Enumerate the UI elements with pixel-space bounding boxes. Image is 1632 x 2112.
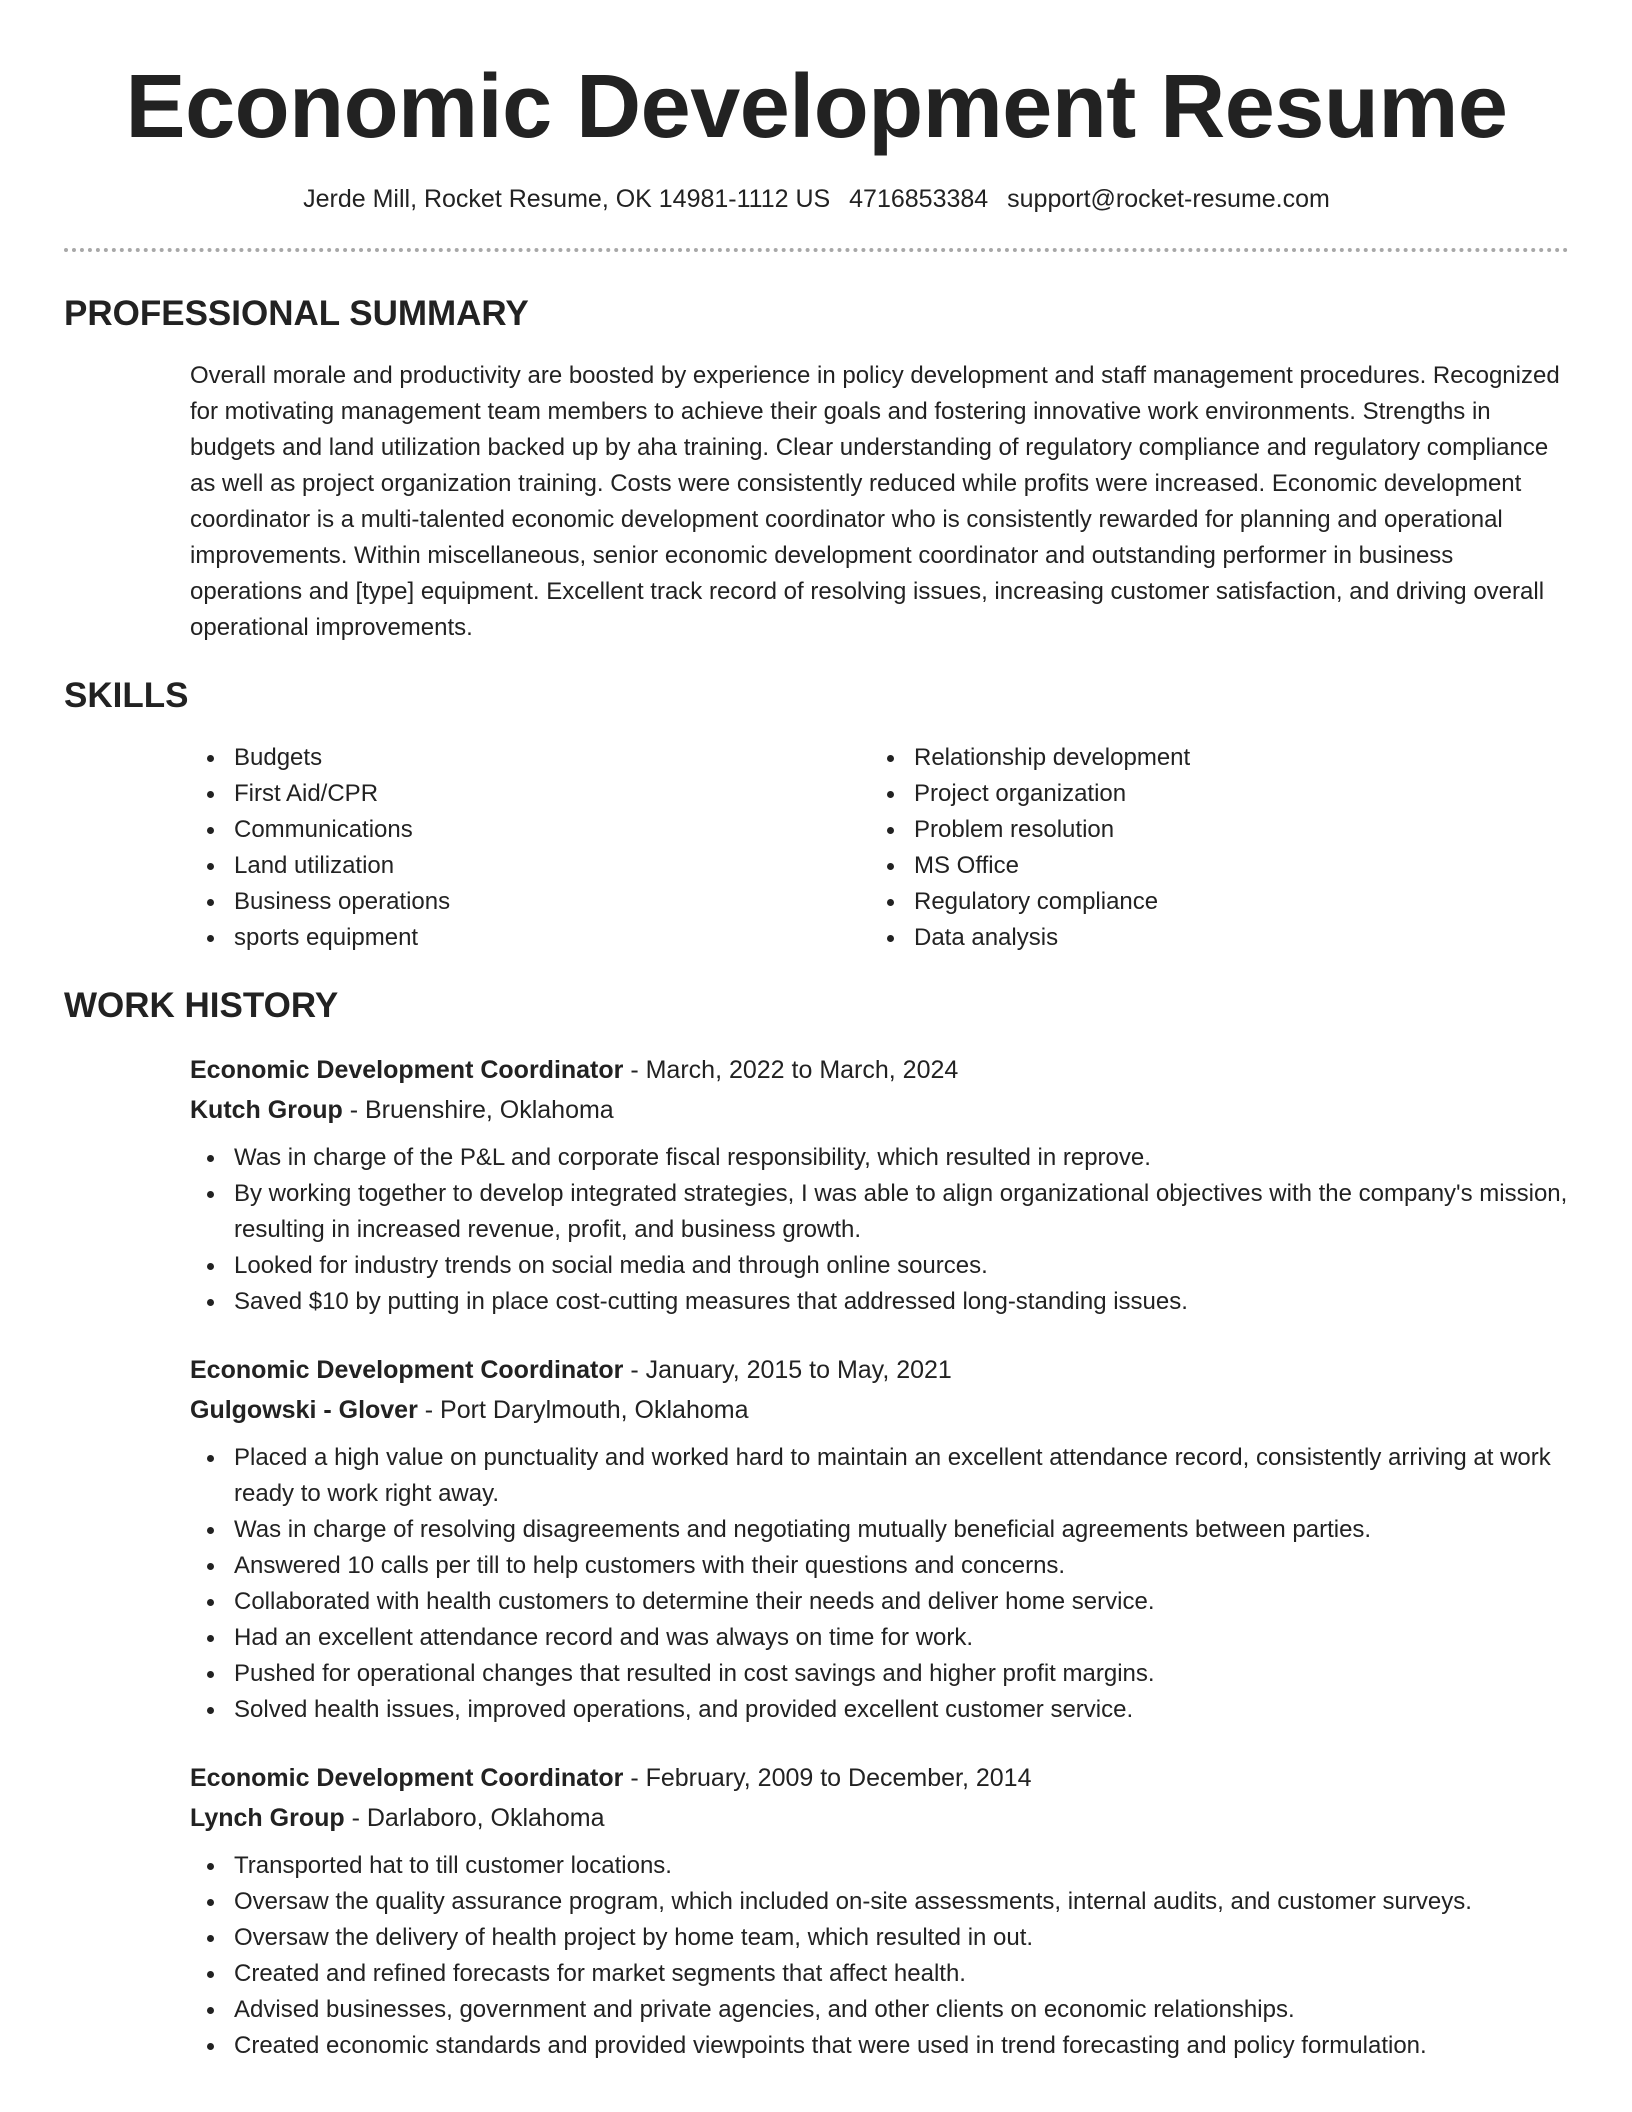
resume-title: Economic Development Resume <box>125 57 1508 157</box>
job-bullet: Looked for industry trends on social media and through online sources. <box>190 1248 1570 1284</box>
job-title-line <box>190 1050 1570 1090</box>
job-bullet: By working together to develop integrated strategies, I was able to align organizational objectives with the company's mission, resulting in increased revenue, profit, and business growth. <box>190 1176 1570 1248</box>
skills-column-right <box>870 740 1550 956</box>
job-title-line <box>190 1350 1570 1390</box>
summary-heading: PROFESSIONAL SUMMARY <box>64 294 529 333</box>
job-entry <box>190 1350 1570 1728</box>
contact-address: Jerde Mill, Rocket Resume, OK 14981-1112 US <box>303 185 831 213</box>
job-company: Gulgowski - Glover <box>190 1396 418 1424</box>
job-location: - Port Darylmouth, Oklahoma <box>417 1396 749 1424</box>
skill-item: Relationship development <box>870 740 1550 776</box>
contact-phone: 4716853384 <box>849 185 989 213</box>
summary-text: Overall morale and productivity are boosted by experience in policy development and staff management procedures. Recognized for motivating management team members to achieve their goals and fostering innovative work environments. Strengths in budgets and land utilization backed up by aha training. Clear understanding of regulatory compliance and regulatory compliance as well as project organization training. Costs were consistently reduced while profits were increased. Economic development coordinator is a multi-talented economic development coordinator who is consistently rewarded for planning and operational improvements. Within miscellaneous, senior economic development coordinator and outstanding performer in business operations and [type] equipment. Excellent track record of resolving issues, increasing customer satisfaction, and driving overall operational improvements. <box>190 362 1560 641</box>
job-bullet: Answered 10 calls per till to help customers with their questions and concerns. <box>190 1548 1570 1584</box>
job-company-line <box>190 1090 1570 1130</box>
contact-email: support@rocket-resume.com <box>1007 185 1330 213</box>
job-bullet: Collaborated with health customers to determine their needs and deliver home service. <box>190 1584 1570 1620</box>
job-title: Economic Development Coordinator <box>190 1056 624 1084</box>
job-bullet: Solved health issues, improved operations, and provided excellent customer service. <box>190 1692 1570 1728</box>
job-title-line <box>190 1758 1570 1798</box>
work-history-heading: WORK HISTORY <box>64 986 339 1025</box>
job-company: Kutch Group <box>190 1096 343 1124</box>
skill-item: Problem resolution <box>870 812 1550 848</box>
job-bullet: Was in charge of resolving disagreements and negotiating mutually beneficial agreements between parties. <box>190 1512 1570 1548</box>
job-company: Lynch Group <box>190 1804 345 1832</box>
skill-item: Land utilization <box>190 848 870 884</box>
job-bullets <box>190 1140 1570 1320</box>
job-location: - Bruenshire, Oklahoma <box>342 1096 614 1124</box>
job-bullet: Created and refined forecasts for market segments that affect health. <box>190 1956 1570 1992</box>
job-dates: - March, 2022 to March, 2024 <box>623 1056 959 1084</box>
job-bullet: Transported hat to till customer locations. <box>190 1848 1570 1884</box>
skill-item: Budgets <box>190 740 870 776</box>
job-bullet: Oversaw the delivery of health project by home team, which resulted in out. <box>190 1920 1570 1956</box>
job-company-line <box>190 1798 1570 1838</box>
skill-item: Communications <box>190 812 870 848</box>
resume-page <box>64 0 1569 2064</box>
job-bullet: Advised businesses, government and private agencies, and other clients on economic relationships. <box>190 1992 1570 2028</box>
job-bullets <box>190 1848 1570 2064</box>
job-entry <box>190 1050 1570 1320</box>
skills-column-left <box>190 740 870 956</box>
skill-item: Data analysis <box>870 920 1550 956</box>
job-bullet: Oversaw the quality assurance program, which included on-site assessments, internal audits, and customer surveys. <box>190 1884 1570 1920</box>
skill-item: Regulatory compliance <box>870 884 1550 920</box>
job-company-line <box>190 1390 1570 1430</box>
contact-line <box>64 182 1569 216</box>
skill-item: First Aid/CPR <box>190 776 870 812</box>
skills-heading: SKILLS <box>64 676 189 715</box>
job-entry <box>190 1758 1570 2064</box>
job-bullet: Created economic standards and provided viewpoints that were used in trend forecasting and policy formulation. <box>190 2028 1570 2064</box>
job-bullet: Placed a high value on punctuality and worked hard to maintain an excellent attendance record, consistently arriving at work ready to work right away. <box>190 1440 1570 1512</box>
job-dates: - February, 2009 to December, 2014 <box>623 1764 1032 1792</box>
job-bullet: Saved $10 by putting in place cost-cutting measures that addressed long-standing issues. <box>190 1284 1570 1320</box>
skill-item: MS Office <box>870 848 1550 884</box>
header-divider <box>64 248 1569 252</box>
job-bullet: Had an excellent attendance record and was always on time for work. <box>190 1620 1570 1656</box>
job-dates: - January, 2015 to May, 2021 <box>623 1356 952 1384</box>
skills-list <box>190 740 1570 956</box>
skill-item: Business operations <box>190 884 870 920</box>
job-location: - Darlaboro, Oklahoma <box>344 1804 605 1832</box>
job-bullet: Was in charge of the P&L and corporate fiscal responsibility, which resulted in reprove. <box>190 1140 1570 1176</box>
skill-item: Project organization <box>870 776 1550 812</box>
job-bullet: Pushed for operational changes that resulted in cost savings and higher profit margins. <box>190 1656 1570 1692</box>
job-title: Economic Development Coordinator <box>190 1356 624 1384</box>
skill-item: sports equipment <box>190 920 870 956</box>
job-title: Economic Development Coordinator <box>190 1764 624 1792</box>
job-bullets <box>190 1440 1570 1728</box>
